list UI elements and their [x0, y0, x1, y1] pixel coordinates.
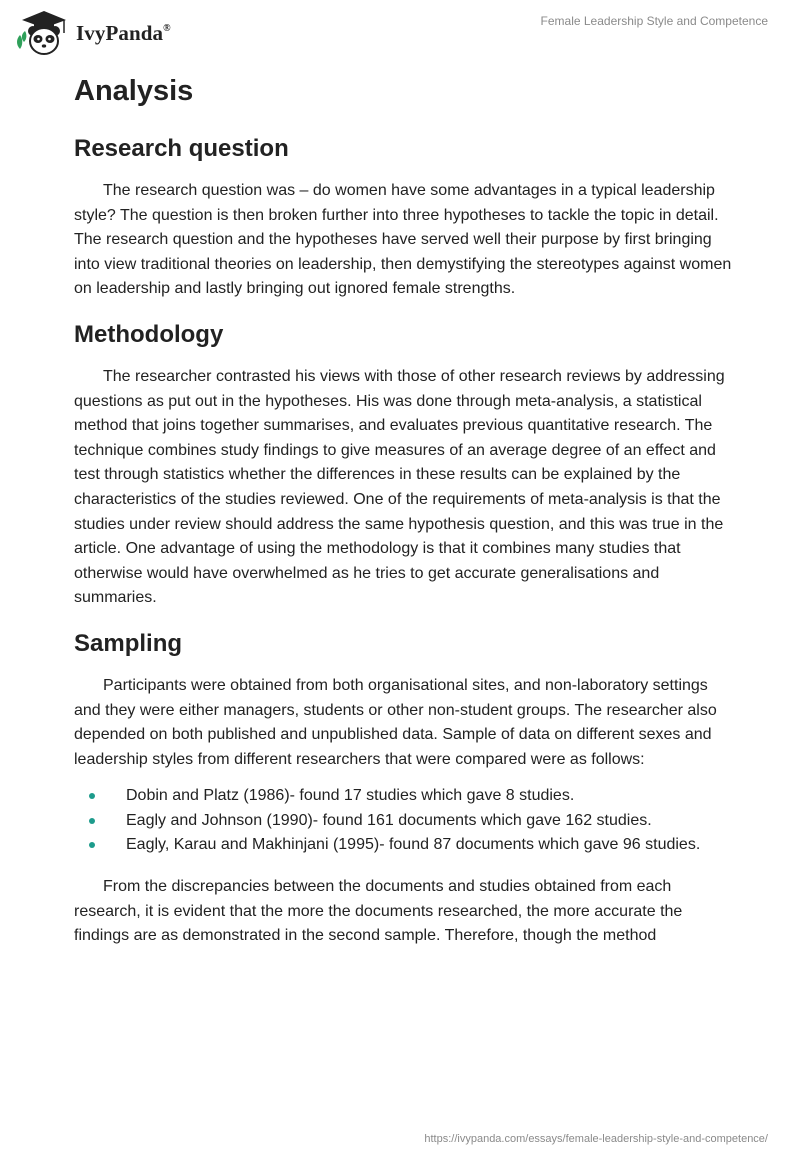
- list-item: Dobin and Platz (1986)- found 17 studies which gave 8 studies.: [74, 784, 734, 809]
- bullet-dot-icon: [89, 818, 95, 824]
- logo-text: IvyPanda®: [76, 20, 171, 45]
- panda-graduate-icon: [14, 9, 74, 57]
- sampling-list: [74, 784, 734, 858]
- section-title-analysis: Analysis: [74, 75, 194, 107]
- paragraph-sampling-conclusion: From the discrepancies between the documents and studies obtained from each research, it is evident that the more the documents researched, the more accurate the findings are as demonstrated in the second sample. Therefore, though the method: [74, 878, 683, 945]
- paragraph-sampling: Participants were obtained from both organisational sites, and non-laboratory settings and they were either managers, students or other non-student groups. The researcher also depended on both published and unpublished data. Sample of data on different sexes and leadership styles from different researchers that were compared were as follows:: [74, 676, 717, 768]
- ivypanda-logo[interactable]: [14, 9, 171, 57]
- article-body: [74, 72, 734, 949]
- heading-sampling: Sampling: [74, 629, 183, 657]
- document-title: Female Leadership Style and Competence: [540, 14, 768, 28]
- list-item: Eagly and Johnson (1990)- found 161 documents which gave 162 studies.: [74, 809, 734, 834]
- heading-methodology: Methodology: [74, 320, 224, 348]
- bullet-dot-icon: [89, 842, 95, 848]
- paragraph-research-question: The research question was – do women have some advantages in a typical leadership style? The question is then broken further into three hypotheses to tackle the topic in detail. The research question and the hypotheses have served well their purpose by first bringing into view traditional theories on leadership, then demystifying the stereotypes against women on leadership and lastly bringing out ignored female strengths.: [74, 182, 732, 298]
- list-item: Eagly, Karau and Makhinjani (1995)- found 87 documents which gave 96 studies.: [74, 833, 734, 858]
- bullet-dot-icon: [89, 793, 95, 799]
- heading-research-question: Research question: [74, 135, 289, 162]
- paragraph-methodology: The researcher contrasted his views with those of other research reviews by addressing questions as put out in the hypotheses. His was done through meta-analysis, a statistical method that joins together summarises, and evaluates previous quantitative research. The technique combines study findings to give measures of an average degree of an effect and test through statistics whether the differences in these results can be explained by the characteristics of the studies reviewed. One of the requirements of meta-analysis is that the studies under review should address the same hypothesis question, and this was true in the article. One advantage of using the methodology is that it combines many studies that otherwise would have overwhelmed as he tries to get accurate generalisations and summaries.: [74, 367, 725, 607]
- source-url[interactable]: https://ivypanda.com/essays/female-leadership-style-and-competence/: [424, 1133, 768, 1145]
- page-header: [0, 0, 800, 64]
